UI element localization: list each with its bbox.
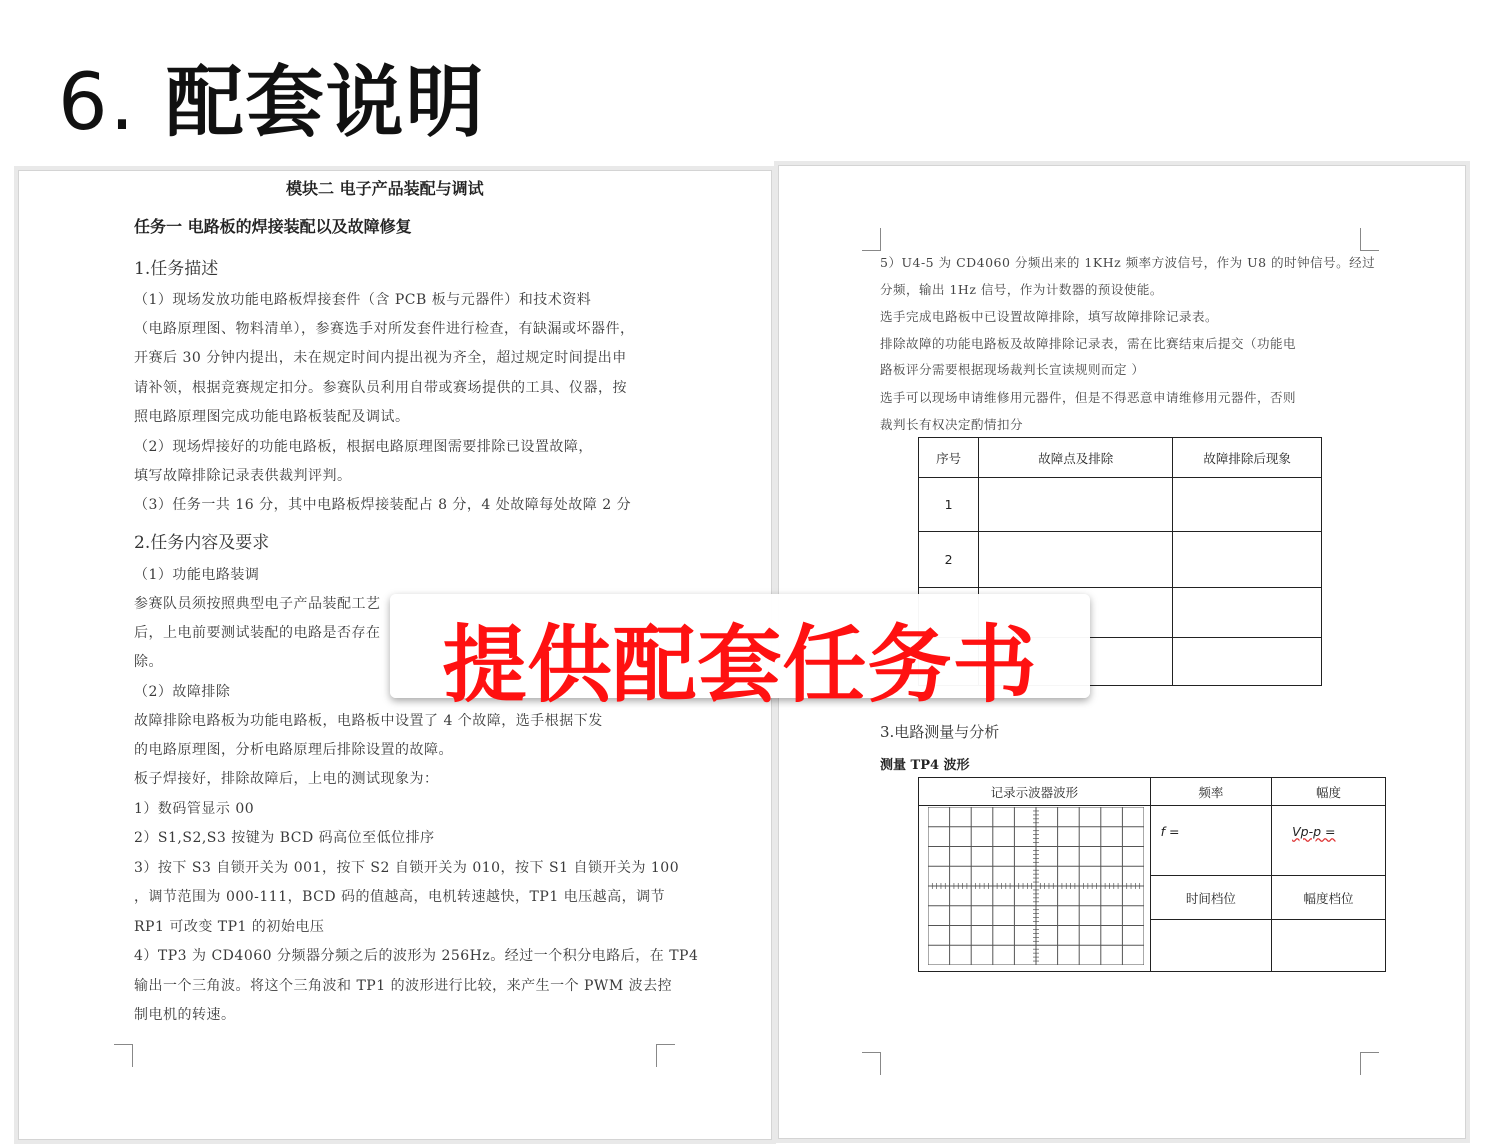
slide-title (58, 40, 486, 152)
left-body-line: 参赛队员须按照典型电子产品装配工艺 (134, 596, 381, 612)
right-body-line: 5）U4-5 为 CD4060 分频出来的 1KHz 频率方波信号，作为 U8 的时钟信号。经过 (880, 255, 1376, 270)
title-text: 配套说明 (165, 58, 486, 148)
title-number: 6. (58, 58, 137, 148)
left-body-line: （1）现场发放功能电路板焊接套件（含 PCB 板与元器件）和技术资料 (134, 292, 592, 308)
page-corner-mark (862, 228, 881, 251)
time-div-label: 时间档位 (1185, 890, 1236, 906)
right-body-line: 选手可以现场申请维修用元器件，但是不得恶意申请维修用元器件，否则 (880, 390, 1297, 405)
left-body-line: （2）现场焊接好的功能电路板，根据电路原理图需要排除已设置故障， (134, 439, 593, 455)
fault-table-header: 故障点及排除 (979, 438, 1173, 478)
amp-div-label: 幅度档位 (1272, 876, 1386, 920)
left-body-line: RP1 可改变 TP1 的初始电压 (134, 919, 325, 935)
left-body-line: 输出一个三角波。将这个三角波和 TP1 的波形进行比较，来产生一个 PWM 波去控 (134, 978, 673, 994)
page-corner-mark (862, 1052, 881, 1075)
left-body-line: （2）故障排除 (134, 684, 231, 700)
left-body-line: 照电路原理图完成功能电路板装配及调试。 (134, 409, 410, 425)
right-body-line: 裁判长有权决定酌情扣分 (880, 417, 1024, 432)
section-measure-title: 3.电路测量与分析 (880, 723, 1000, 741)
wave-header: 记录示波器波形 (919, 778, 1151, 806)
oscilloscope-grid (928, 807, 1144, 965)
left-body-line: 制电机的转速。 (134, 1007, 236, 1023)
right-body-line: 选手完成电路板中已设置故障排除，填写故障排除记录表。 (880, 309, 1219, 324)
task-title: 任务一 电路板的焊接装配以及故障修复 (134, 217, 412, 236)
left-body-line: 填写故障排除记录表供裁判评判。 (134, 468, 352, 484)
left-body-line: 1）数码管显示 00 (134, 801, 255, 817)
page-corner-mark (1360, 228, 1379, 251)
fault-row-index: 2 (919, 532, 979, 588)
left-body-line: 4）TP3 为 CD4060 分频器分频之后的波形为 256Hz。经过一个积分电路后，在 TP4 (134, 948, 699, 964)
amp-cell-text: Vp-p = (1292, 824, 1336, 839)
measure-label: 测量 TP4 波形 (880, 758, 970, 773)
overlay-text: 提供配套任务书 (442, 616, 1038, 714)
left-body-line: 3）按下 S3 自锁开关为 001，按下 S2 自锁开关为 010，按下 S1 自锁开关为 100 (134, 860, 680, 876)
left-body-line: 的电路原理图，分析电路原理后排除设置的故障。 (134, 742, 453, 758)
left-body-line: ，调节范围为 000-111，BCD 码的值越高，电机转速越快，TP1 电压越高，调节 (134, 889, 666, 905)
page-corner-mark (656, 1044, 675, 1067)
right-body-line: 路板评分需要根据现场裁判长宣读规则而定 ） (880, 362, 1145, 377)
page-corner-mark (114, 1044, 133, 1067)
left-body-line: 除。 (134, 654, 163, 670)
left-body-line: 板子焊接好，排除故障后，上电的测试现象为： (134, 771, 439, 787)
fault-table-header: 序号 (919, 438, 979, 478)
fault-row-index: 1 (919, 478, 979, 532)
left-body-line: 请补领，根据竞赛规定扣分。参赛队员利用自带或赛场提供的工具、仪器，按 (134, 380, 627, 396)
left-body-line: 1.任务描述 (134, 259, 219, 279)
table-row (919, 478, 1322, 532)
left-body-line: 2）S1,S2,S3 按键为 BCD 码高位至低位排序 (134, 830, 435, 846)
freq-cell: f = (1150, 806, 1271, 876)
left-body-line: 开赛后 30 分钟内提出，未在规定时间内提出视为齐全，超过规定时间提出申 (134, 350, 627, 366)
left-body-line: （1）功能电路装调 (134, 567, 260, 583)
left-body-line: （3）任务一共 16 分，其中电路板焊接装配占 8 分，4 处故障每处故障 2 分 (134, 497, 632, 513)
overlay-banner (390, 594, 1090, 714)
left-body-line: （电路原理图、物料清单），参赛选手对所发套件进行检查，有缺漏或坏器件， (134, 321, 635, 337)
time-div-cell (1150, 876, 1271, 920)
page-corner-mark (1360, 1052, 1379, 1075)
left-body-line: 故障排除电路板为功能电路板，电路板中设置了 4 个故障，选手根据下发 (134, 713, 603, 729)
amp-cell (1272, 806, 1386, 876)
left-body-line: 2.任务内容及要求 (134, 533, 270, 553)
table-row (919, 532, 1322, 588)
right-body-line: 排除故障的功能电路板及故障排除记录表，需在比赛结束后提交（功能电 (880, 336, 1297, 351)
right-body-line: 分频，输出 1Hz 信号，作为计数器的预设使能。 (880, 282, 1163, 297)
amp-header: 幅度 (1272, 778, 1386, 806)
module-title: 模块二 电子产品装配与调试 (286, 179, 484, 198)
fault-table-header: 故障排除后现象 (1173, 438, 1322, 478)
freq-header: 频率 (1150, 778, 1271, 806)
left-body-line: 后，上电前要测试装配的电路是否存在 (134, 625, 381, 641)
